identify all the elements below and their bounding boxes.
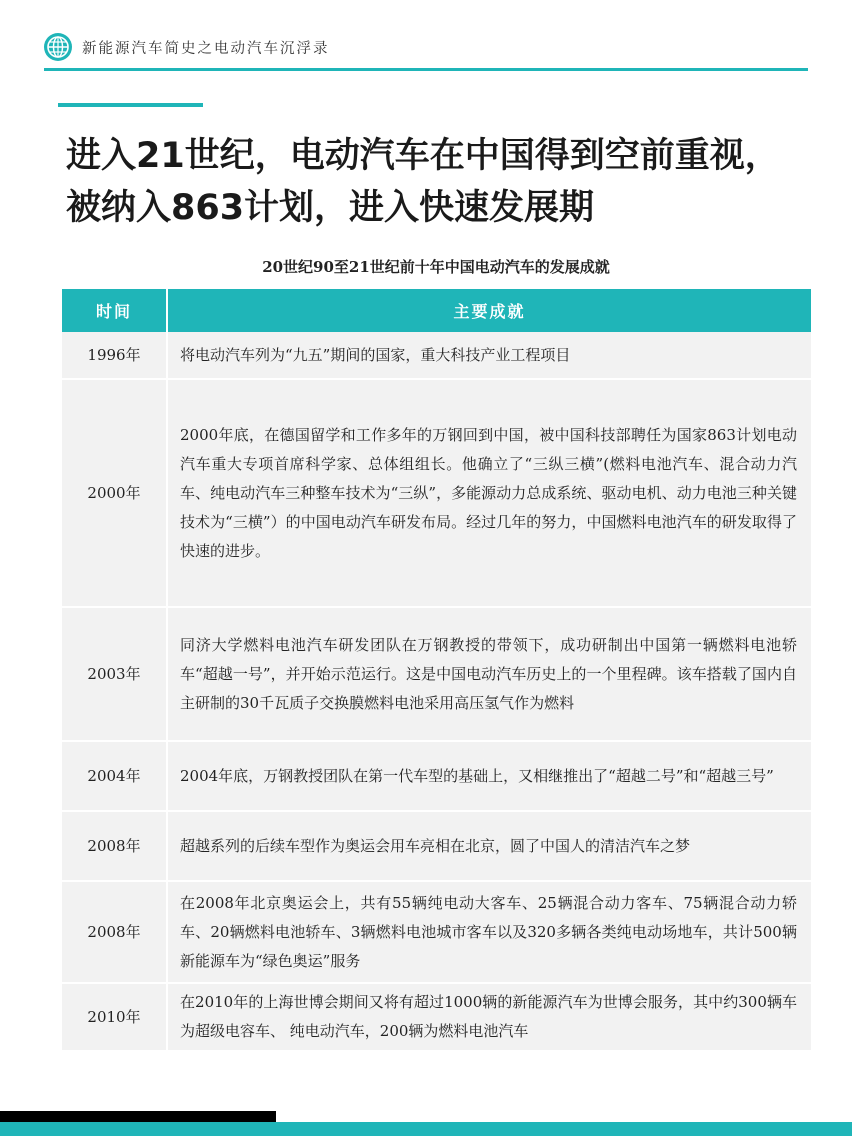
row-year: 2003年 — [62, 608, 168, 742]
row-year: 2010年 — [62, 984, 168, 1052]
globe-grid-icon — [44, 33, 72, 61]
row-text: 在2008年北京奥运会上，共有55辆纯电动大客车、25辆混合动力客车、75辆混合动力轿车、20辆燃料电池轿车、3辆燃料电池城市客车以及320多辆各类纯电动场地车，共计500辆新能源车为“绿色奥运”服务 — [168, 882, 811, 984]
row-year: 2008年 — [62, 882, 168, 984]
row-year: 2008年 — [62, 812, 168, 882]
header-achievement: 主要成就 — [168, 289, 811, 332]
row-text: 2004年底，万钢教授团队在第一代车型的基础上，又相继推出了“超越二号”和“超越三号” — [168, 742, 811, 812]
footer-teal-bar — [0, 1122, 852, 1136]
row-text: 在2010年的上海世博会期间又将有超过1000辆的新能源汽车为世博会服务，其中约300辆车为超级电容车、 纯电动汽车，200辆为燃料电池汽车 — [168, 984, 811, 1052]
page-title-line-2: 被纳入863计划，进入快速发展期 — [66, 188, 595, 228]
row-text: 将电动汽车列为“九五”期间的国家，重大科技产业工程项目 — [168, 332, 811, 380]
table-row — [62, 608, 811, 742]
row-year: 1996年 — [62, 332, 168, 380]
page-header — [44, 32, 330, 62]
table-caption: 20世纪90至21世纪前十年中国电动汽车的发展成就 — [262, 258, 610, 276]
row-text: 2000年底，在德国留学和工作多年的万钢回到中国，被中国科技部聘任为国家863计划电动汽车重大专项首席科学家、总体组组长。他确立了“三纵三横”(燃料电池汽车、混合动力汽车、纯电动汽车三种整车技术为“三纵”，多能源动力总成系统、驱动电机、动力电池三种关键技术为“三横”）的中国电动汽车研发布局。经过几年的努力，中国燃料电池汽车的研发取得了快速的进步。 — [168, 380, 811, 608]
table-row — [62, 882, 811, 984]
table-row — [62, 984, 811, 1052]
page-title — [66, 130, 826, 234]
table-row — [62, 742, 811, 812]
table-header-row — [62, 289, 811, 332]
row-year: 2004年 — [62, 742, 168, 812]
header-time: 时间 — [62, 289, 168, 332]
footer-black-bar — [0, 1111, 276, 1122]
table-row — [62, 380, 811, 608]
row-year: 2000年 — [62, 380, 168, 608]
table-row — [62, 812, 811, 882]
achievements-table — [62, 289, 811, 1052]
row-text: 超越系列的后续车型作为奥运会用车亮相在北京，圆了中国人的清洁汽车之梦 — [168, 812, 811, 882]
title-accent-bar — [58, 103, 203, 107]
header-title: 新能源汽车简史之电动汽车沉浮录 — [82, 40, 330, 57]
table-row — [62, 332, 811, 380]
row-text: 同济大学燃料电池汽车研发团队在万钢教授的带领下，成功研制出中国第一辆燃料电池轿车“超越一号”，并开始示范运行。这是中国电动汽车历史上的一个里程碑。该车搭载了国内自主研制的30千瓦质子交换膜燃料电池采用高压氢气作为燃料 — [168, 608, 811, 742]
page-title-line-1: 进入21世纪，电动汽车在中国得到空前重视， — [66, 136, 780, 176]
header-rule — [44, 68, 808, 71]
